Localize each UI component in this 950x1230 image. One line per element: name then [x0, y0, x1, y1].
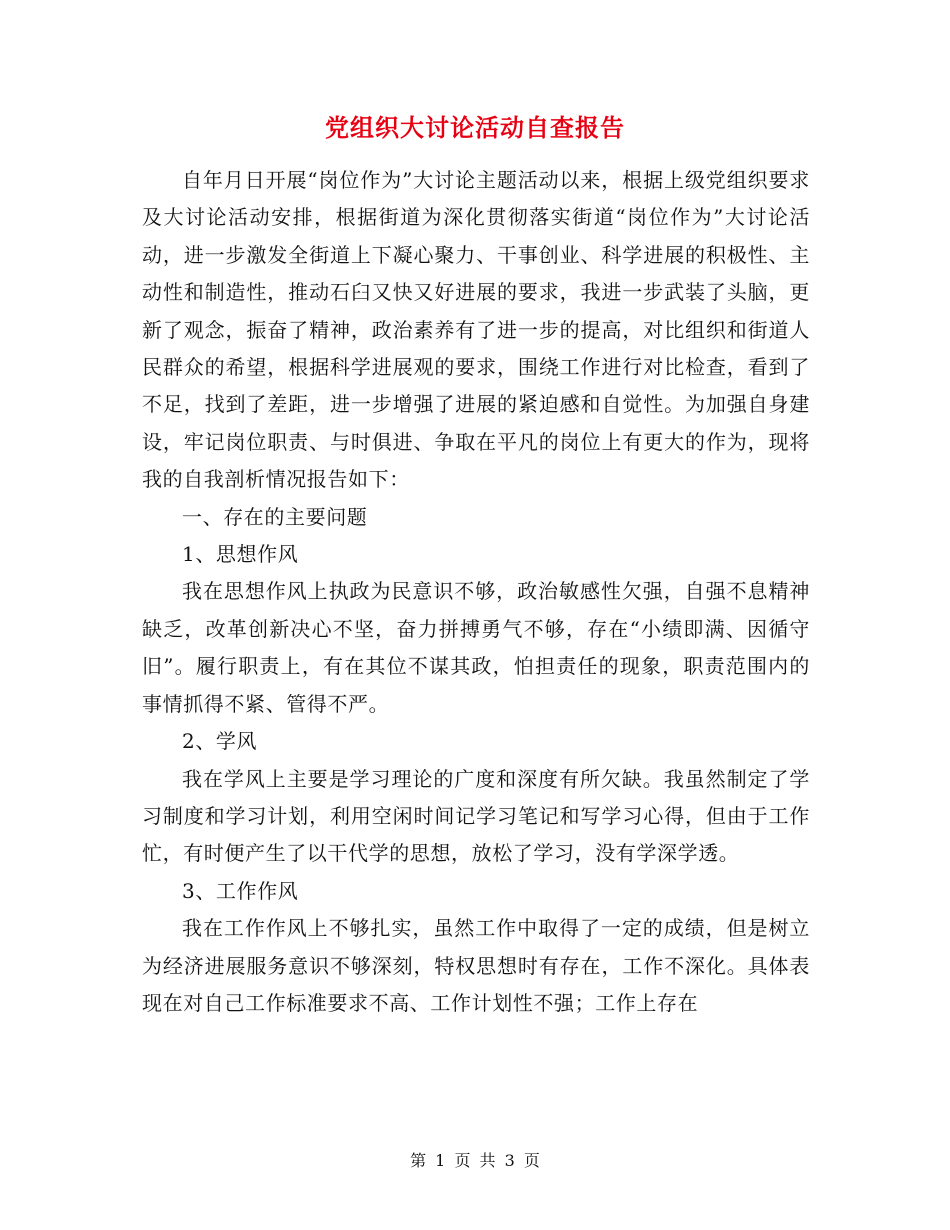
document-title: 党组织大讨论活动自查报告 — [325, 113, 625, 142]
heading-main-problems: 一、存在的主要问题 — [182, 504, 368, 529]
paragraph-study-style: 我在学风上主要是学习理论的广度和深度有所欠缺。我虽然制定了学习制度和学习计划，利用空闲时间记学习笔记和写学习心得，但由于工作忙，有时便产生了以干代学的思想，放松了学习，没有学深学透。 — [142, 766, 810, 866]
paragraph-intro: 自年月日开展“岗位作为”大讨论主题活动以来，根据上级党组织要求及大讨论活动安排，根据街道为深化贯彻落实街道“岗位作为”大讨论活动，进一步激发全街道上下凝心聚力、干事创业、科学进展的积极性、主动性和制造性，推动石臼又快又好进展的要求，我进一步武装了头脑，更新了观念，振奋了精神，政治素养有了进一步的提高，对比组织和街道人民群众的希望，根据科学进展观的要求，围绕工作进行对比检查，看到了不足，找到了差距，进一步增强了进展的紧迫感和自觉性。为加强自身建设，牢记岗位职责、与时俱进、争取在平凡的岗位上有更大的作为，现将我的自我剖析情况报告如下： — [142, 168, 810, 492]
paragraph-thought-style: 我在思想作风上执政为民意识不够，政治敏感性欠强，自强不息精神缺乏，改革创新决心不坚，奋力拼搏勇气不够，存在“小绩即满、因循守旧”。履行职责上，有在其位不谋其政，怕担责任的现象，职责范围内的事情抓得不紧、管得不严。 — [142, 579, 810, 716]
heading-thought-style: 1、思想作风 — [182, 542, 299, 567]
heading-study-style: 2、学风 — [182, 729, 258, 754]
document-body — [142, 162, 810, 1022]
paragraph-work-style: 我在工作作风上不够扎实，虽然工作中取得了一定的成绩，但是树立为经济进展服务意识不够深刻，特权思想时有存在，工作不深化。具体表现在对自己工作标准要求不高、工作计划性不强；工作上存在 — [142, 916, 810, 1015]
heading-work-style: 3、工作作风 — [182, 878, 299, 903]
page-number-footer: 第 1 页 共 3 页 — [410, 1151, 540, 1170]
